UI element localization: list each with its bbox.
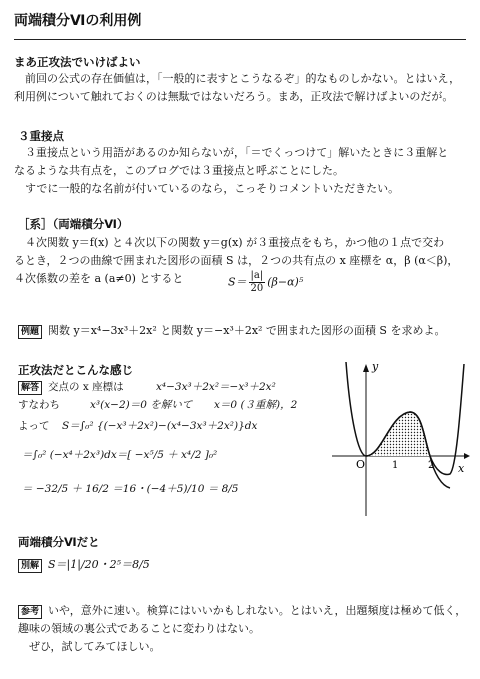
x-axis-arrow (464, 453, 470, 459)
solution-tag: 解答 (18, 381, 42, 395)
x-axis-label: x (458, 462, 465, 475)
alt-solution-tag: 別解 (18, 559, 42, 573)
solution-body (18, 378, 328, 506)
solution-line2 (18, 396, 328, 414)
formula-rest: (β−α)⁵ (267, 275, 304, 289)
section1-line2: 利用例について触れておくのは無駄ではないだろう。まあ，正攻法で解けばよいのだが。 (14, 90, 454, 103)
corollary-formula (228, 270, 303, 295)
origin-label: O (356, 458, 366, 471)
graph-figure (332, 356, 472, 516)
alt-solution-formula: S＝|1|/20・2⁵＝8/5 (48, 558, 150, 571)
corollary-heading: ［系］（両端積分Ⅵ） (18, 217, 129, 231)
example-text: 関数 y＝x⁴−3x³＋2x² と関数 y＝−x³＋2x² で囲まれた図形の面積 S を求めよ。 (48, 324, 446, 337)
solution-l2c: x＝0 (３重解)，2 (214, 399, 298, 411)
note-line2: 趣味の領域の裏公式であることに変わりはない。 (18, 622, 260, 635)
corollary-line2: るとき，２つの曲線で囲まれた図形の面積 S は，２つの共有点の x 座標を α，β (α＜β)， (14, 254, 459, 267)
section-heading-straightforward: まあ正攻法でいけばよい (14, 55, 141, 69)
section1-body (14, 70, 474, 106)
solution-l1a: 交点の x 座標は (48, 381, 124, 393)
section2-line1: ３重接点という用語があるのか知らないが，「＝でくっつけて」解いたときに３重解と (25, 146, 449, 159)
note-body (18, 602, 478, 656)
solution-l2a: すなわち (18, 399, 60, 411)
note-line3: ぜひ，試してみてほしい。 (29, 640, 161, 653)
solution-line1 (18, 378, 328, 396)
note-tag: 参考 (18, 605, 42, 619)
solution-line4: ＝∫₀² (−x⁴＋2x³)dx＝[ −x⁵/5 ＋ x⁴/2 ]₀² (22, 449, 218, 461)
solution-l2b: x³(x−2)＝0 を解いて (90, 399, 193, 411)
note-line1-row (18, 602, 478, 620)
solution-line3 (18, 414, 328, 438)
example-problem (18, 322, 478, 340)
example-tag: 例題 (18, 325, 42, 339)
section-heading-direct-method: 正攻法だとこんな感じ (18, 363, 133, 377)
tick-label-1: 1 (392, 460, 399, 471)
tick-label-2: 2 (428, 460, 435, 471)
y-axis-arrow (363, 364, 369, 372)
solution-l3b: S＝∫₀² {(−x³＋2x²)−(x⁴−3x³＋2x²)}dx (62, 420, 258, 432)
y-axis-label: y (372, 360, 379, 373)
section-heading-formula-method: 両端積分Ⅵだと (18, 535, 100, 549)
formula-fraction (249, 270, 266, 295)
section2-body (14, 144, 474, 198)
corollary-body (14, 234, 476, 294)
section-heading-triple-contact: ３重接点 (18, 129, 64, 143)
section2-line2: なるような共有点を，このブログでは３重接点と呼ぶことにした。 (14, 164, 344, 177)
corollary-line1: ４次関数 y＝f(x) と４次以下の関数 y＝g(x) が３重接点をもち，かつ他の１点で交わ (25, 236, 445, 249)
page-title: 両端積分Ⅵの利用例 (14, 13, 142, 29)
alt-solution (18, 556, 150, 574)
formula-lhs: S＝ (228, 275, 247, 289)
corollary-line3-row (14, 270, 476, 294)
solution-l3a: よって (18, 420, 50, 432)
section2-line3: すでに一般的な名前が付いているのなら，こっそりコメントいただきたい。 (25, 182, 400, 195)
formula-denominator: 20 (250, 283, 264, 294)
solution-l1b: x⁴−3x³＋2x²＝−x³＋2x² (156, 381, 276, 393)
note-line1: いや，意外に速い。検算にはいいかもしれない。とはいえ，出題頻度は極めて低く， (48, 604, 467, 617)
section1-line1: 前回の公式の存在価値は，「一般的に表すとこうなるぞ」的なものしかない。とはいえ， (25, 72, 461, 85)
solution-line5: ＝ −32/5 ＋ 16/2 ＝16・(−4＋5)/10 ＝ 8/5 (22, 483, 239, 495)
corollary-line3: ４次係数の差を a (a≠0) とすると (14, 272, 184, 285)
formula-numerator: |a| (250, 270, 264, 281)
title-divider (14, 39, 466, 40)
